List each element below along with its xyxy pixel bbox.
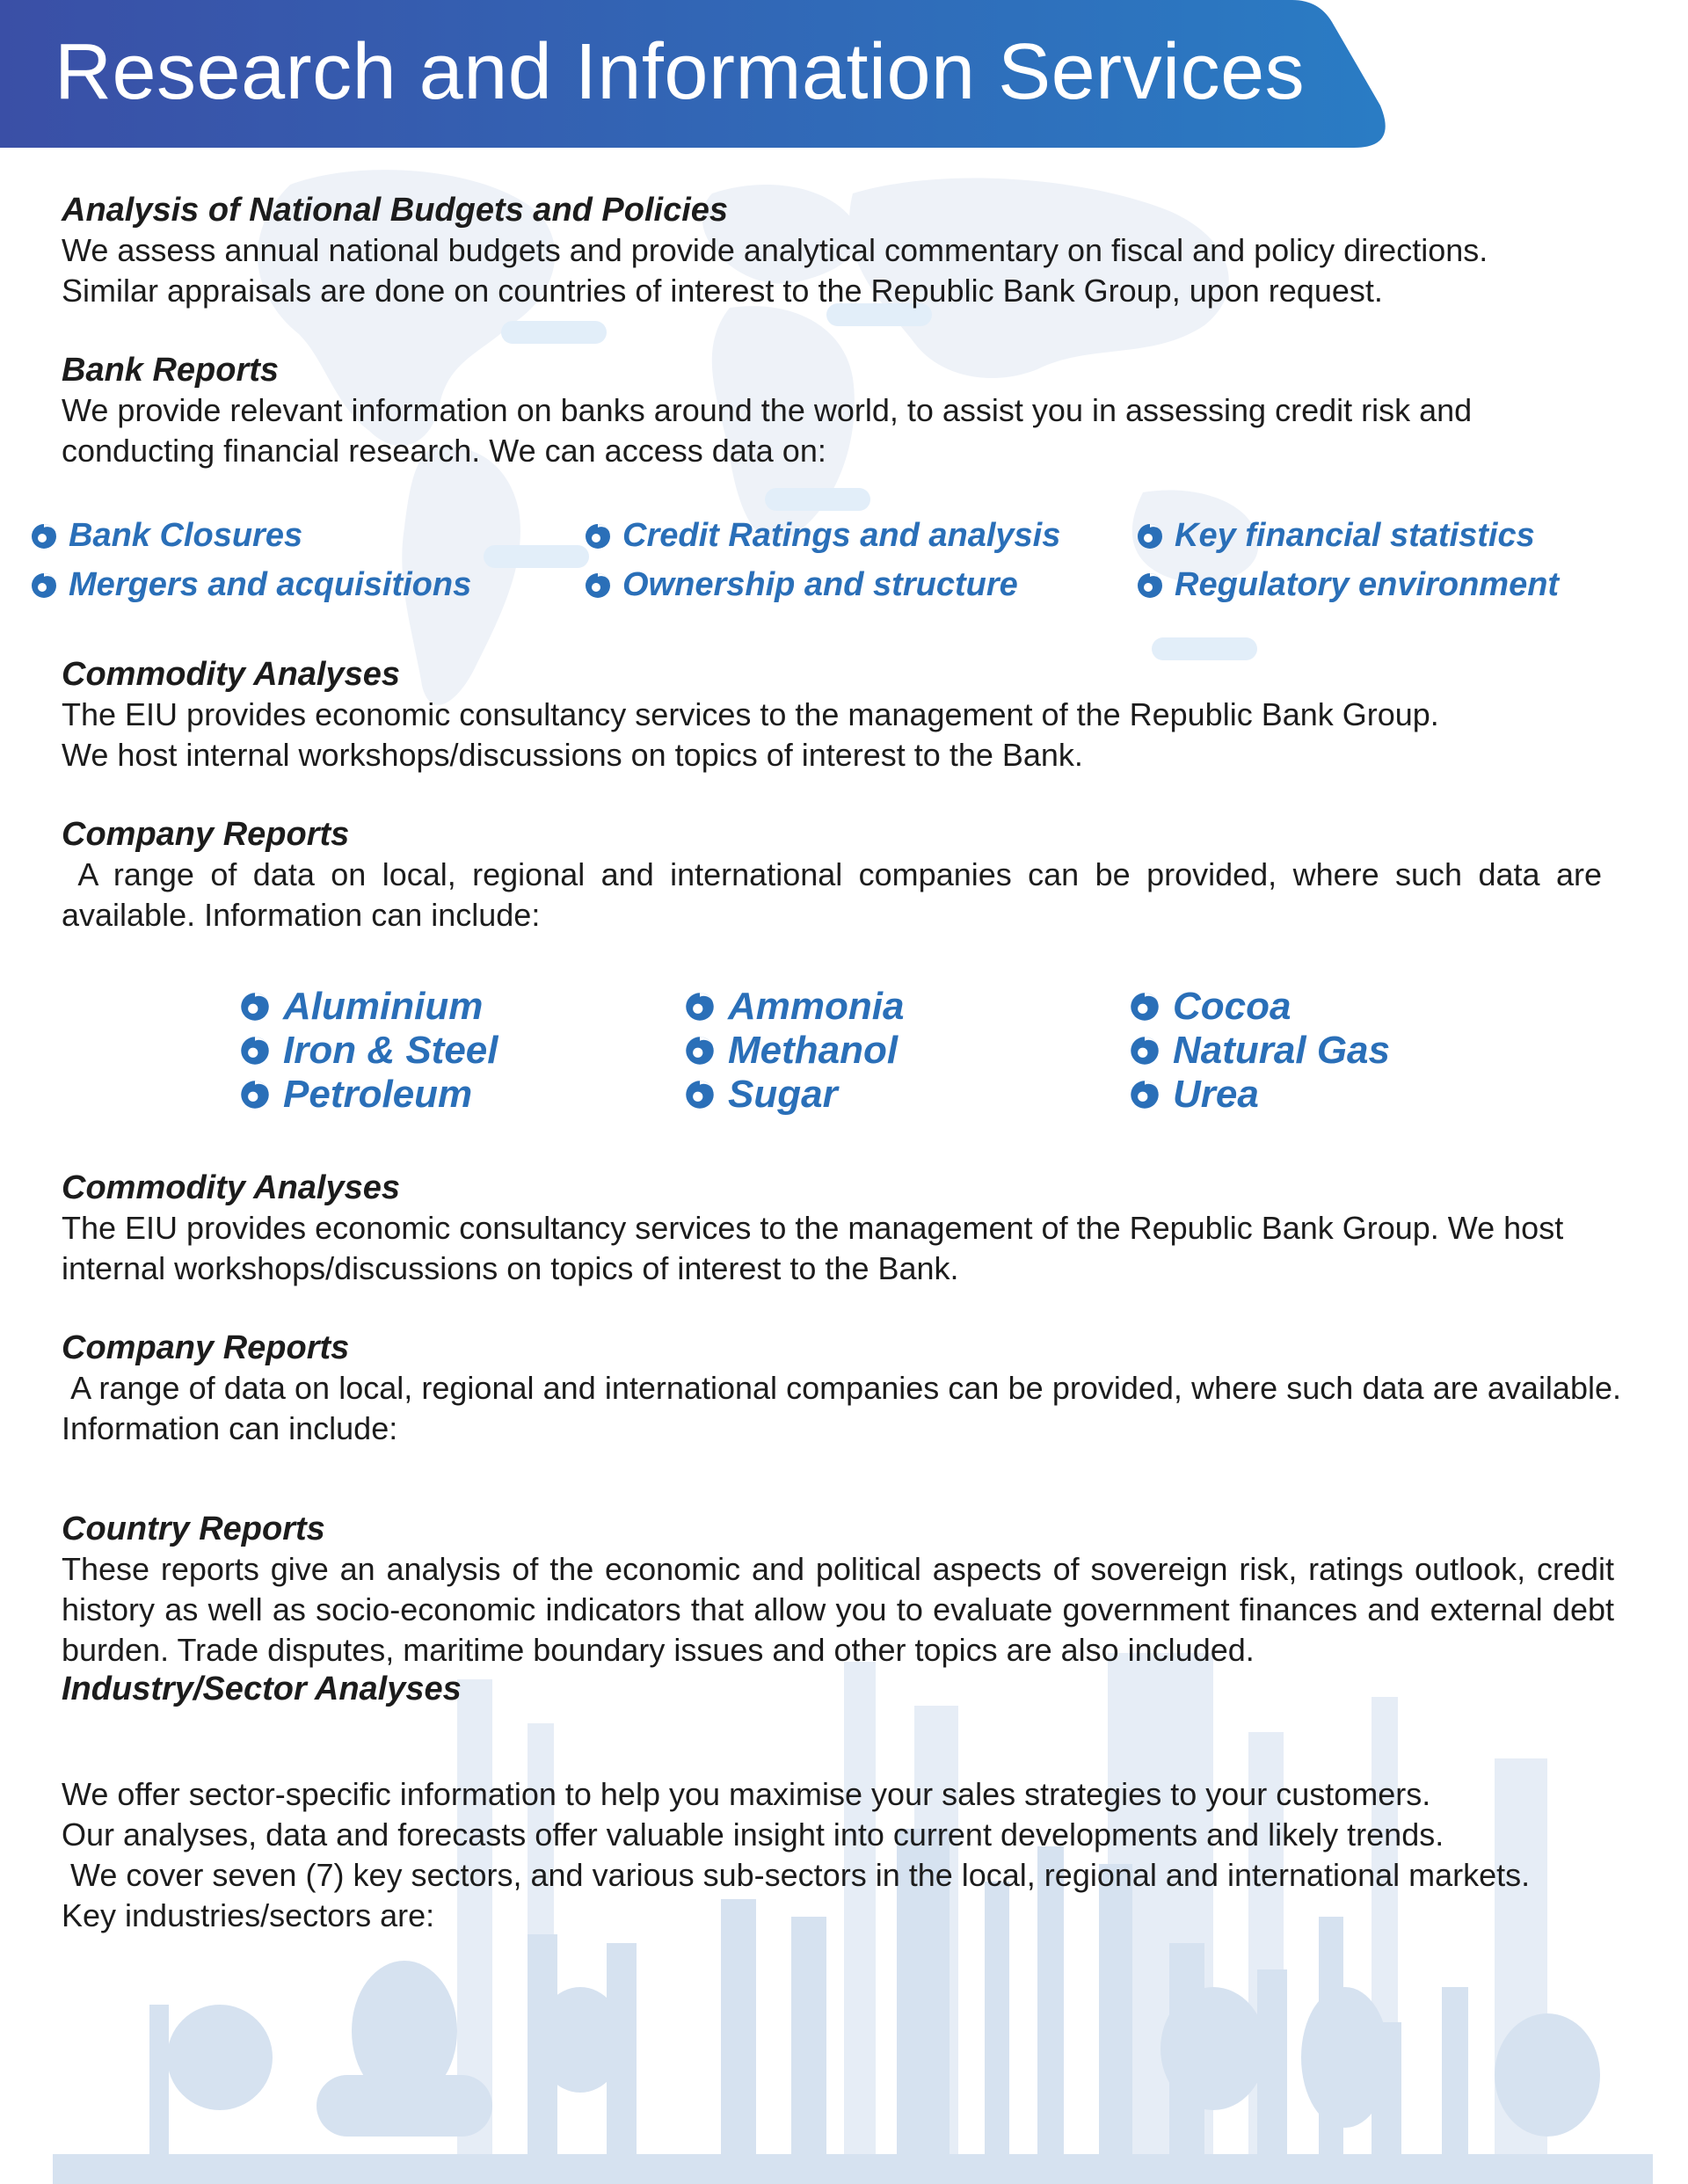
section-title: Bank Reports bbox=[62, 352, 280, 389]
list-item-label: Cocoa bbox=[1173, 985, 1291, 1028]
list-item-label: Ammonia bbox=[728, 985, 905, 1028]
list-item-label: Methanol bbox=[728, 1029, 899, 1072]
section-text: A range of data on local, regional and international companies can be provided, where such data are available. Information can include: bbox=[62, 856, 1612, 933]
section-line: Our analyses, data and forecasts offer valuable insight into current developments and likely trends. bbox=[62, 1816, 1444, 1853]
section-line: We provide relevant information on banks around the world, to assist you in assessing credit risk and bbox=[62, 392, 1473, 428]
section-text: These reports give an analysis of the economic and political aspects of sovereign risk, ratings outlook, credit history as well as socio-economic indicators that allow you to evaluate government finances and external debt burden. Trade disputes, maritime boundary issues and other topics are also included. bbox=[62, 1551, 1614, 1668]
swirl-bullet-icon bbox=[1129, 1035, 1160, 1067]
section-commodity-analyses-2 bbox=[62, 1168, 1626, 1289]
swirl-bullet-icon bbox=[684, 1079, 716, 1110]
list-item bbox=[239, 1073, 472, 1117]
page-title: Research and Information Services bbox=[55, 28, 1306, 116]
swirl-bullet-icon bbox=[239, 991, 271, 1023]
list-item-label: Natural Gas bbox=[1173, 1029, 1390, 1072]
list-item-label: Iron & Steel bbox=[283, 1029, 498, 1072]
list-item bbox=[684, 1029, 898, 1073]
list-item bbox=[1129, 1029, 1390, 1073]
list-item bbox=[239, 1029, 498, 1073]
section-line: Similar appraisals are done on countries of interest to the Republic Bank Group, upon request. bbox=[62, 273, 1383, 309]
section-commodity-analyses bbox=[62, 654, 1626, 775]
swirl-bullet-icon bbox=[239, 1079, 271, 1110]
list-item bbox=[1129, 985, 1291, 1029]
list-item bbox=[684, 1073, 838, 1117]
section-line: conducting financial research. We can access data on: bbox=[62, 433, 826, 469]
list-item-label: Ownership and structure bbox=[622, 566, 1018, 603]
section-title: Company Reports bbox=[62, 816, 350, 853]
swirl-bullet-icon bbox=[684, 1035, 716, 1067]
section-title: Industry/Sector Analyses bbox=[62, 1671, 462, 1707]
list-item-label: Bank Closures bbox=[69, 517, 303, 554]
section-line: We cover seven (7) key sectors, and various sub-sectors in the local, regional and international markets. bbox=[62, 1857, 1531, 1893]
section-country-reports bbox=[62, 1509, 1614, 1671]
section-line: The EIU provides economic consultancy services to the management of the Republic Bank Group. bbox=[62, 696, 1439, 732]
section-line: Key industries/sectors are: bbox=[62, 1897, 435, 1933]
section-title: Commodity Analyses bbox=[62, 1169, 401, 1206]
list-item bbox=[1136, 566, 1559, 604]
list-item bbox=[684, 985, 904, 1029]
list-item bbox=[584, 566, 1018, 604]
swirl-bullet-icon bbox=[684, 991, 716, 1023]
swirl-bullet-icon bbox=[584, 571, 612, 600]
swirl-bullet-icon bbox=[1136, 522, 1164, 550]
swirl-bullet-icon bbox=[1129, 1079, 1160, 1110]
list-item-label: Key financial statistics bbox=[1175, 517, 1535, 554]
swirl-bullet-icon bbox=[30, 571, 58, 600]
list-item-label: Urea bbox=[1173, 1073, 1259, 1116]
section-national-budgets bbox=[62, 190, 1626, 311]
section-title: Analysis of National Budgets and Policies bbox=[62, 192, 729, 229]
swirl-bullet-icon bbox=[30, 522, 58, 550]
swirl-bullet-icon bbox=[1136, 571, 1164, 600]
list-item bbox=[239, 985, 483, 1029]
section-bank-reports bbox=[62, 350, 1626, 471]
section-title: Company Reports bbox=[62, 1329, 350, 1366]
list-item bbox=[30, 566, 471, 604]
section-company-reports-2 bbox=[62, 1328, 1631, 1449]
list-item bbox=[1136, 517, 1535, 555]
section-company-reports bbox=[62, 814, 1612, 935]
list-item-label: Credit Ratings and analysis bbox=[622, 517, 1061, 554]
list-item-label: Aluminium bbox=[283, 985, 484, 1028]
section-line: We host internal workshops/discussions on topics of interest to the Bank. bbox=[62, 737, 1083, 773]
list-item-label: Regulatory environment bbox=[1175, 566, 1560, 603]
section-line: We offer sector-specific information to help you maximise your sales strategies to your customers. bbox=[62, 1776, 1431, 1812]
swirl-bullet-icon bbox=[239, 1035, 271, 1067]
section-industry-analyses bbox=[62, 1669, 1626, 1936]
section-text: The EIU provides economic consultancy services to the management of the Republic Bank Group. We host internal workshops/discussions on topics of interest to the Bank. bbox=[62, 1210, 1564, 1286]
section-title: Commodity Analyses bbox=[62, 656, 401, 693]
list-item bbox=[584, 517, 1060, 555]
swirl-bullet-icon bbox=[584, 522, 612, 550]
list-item bbox=[30, 517, 302, 555]
list-item-label: Sugar bbox=[728, 1073, 838, 1116]
section-line: We assess annual national budgets and provide analytical commentary on fiscal and policy directions. bbox=[62, 232, 1488, 268]
list-item bbox=[1129, 1073, 1259, 1117]
section-title: Country Reports bbox=[62, 1511, 325, 1547]
list-item-label: Mergers and acquisitions bbox=[69, 566, 472, 603]
list-item-label: Petroleum bbox=[283, 1073, 473, 1116]
section-text: A range of data on local, regional and international companies can be provided, where such data are available. Information can include: bbox=[62, 1370, 1631, 1446]
swirl-bullet-icon bbox=[1129, 991, 1160, 1023]
